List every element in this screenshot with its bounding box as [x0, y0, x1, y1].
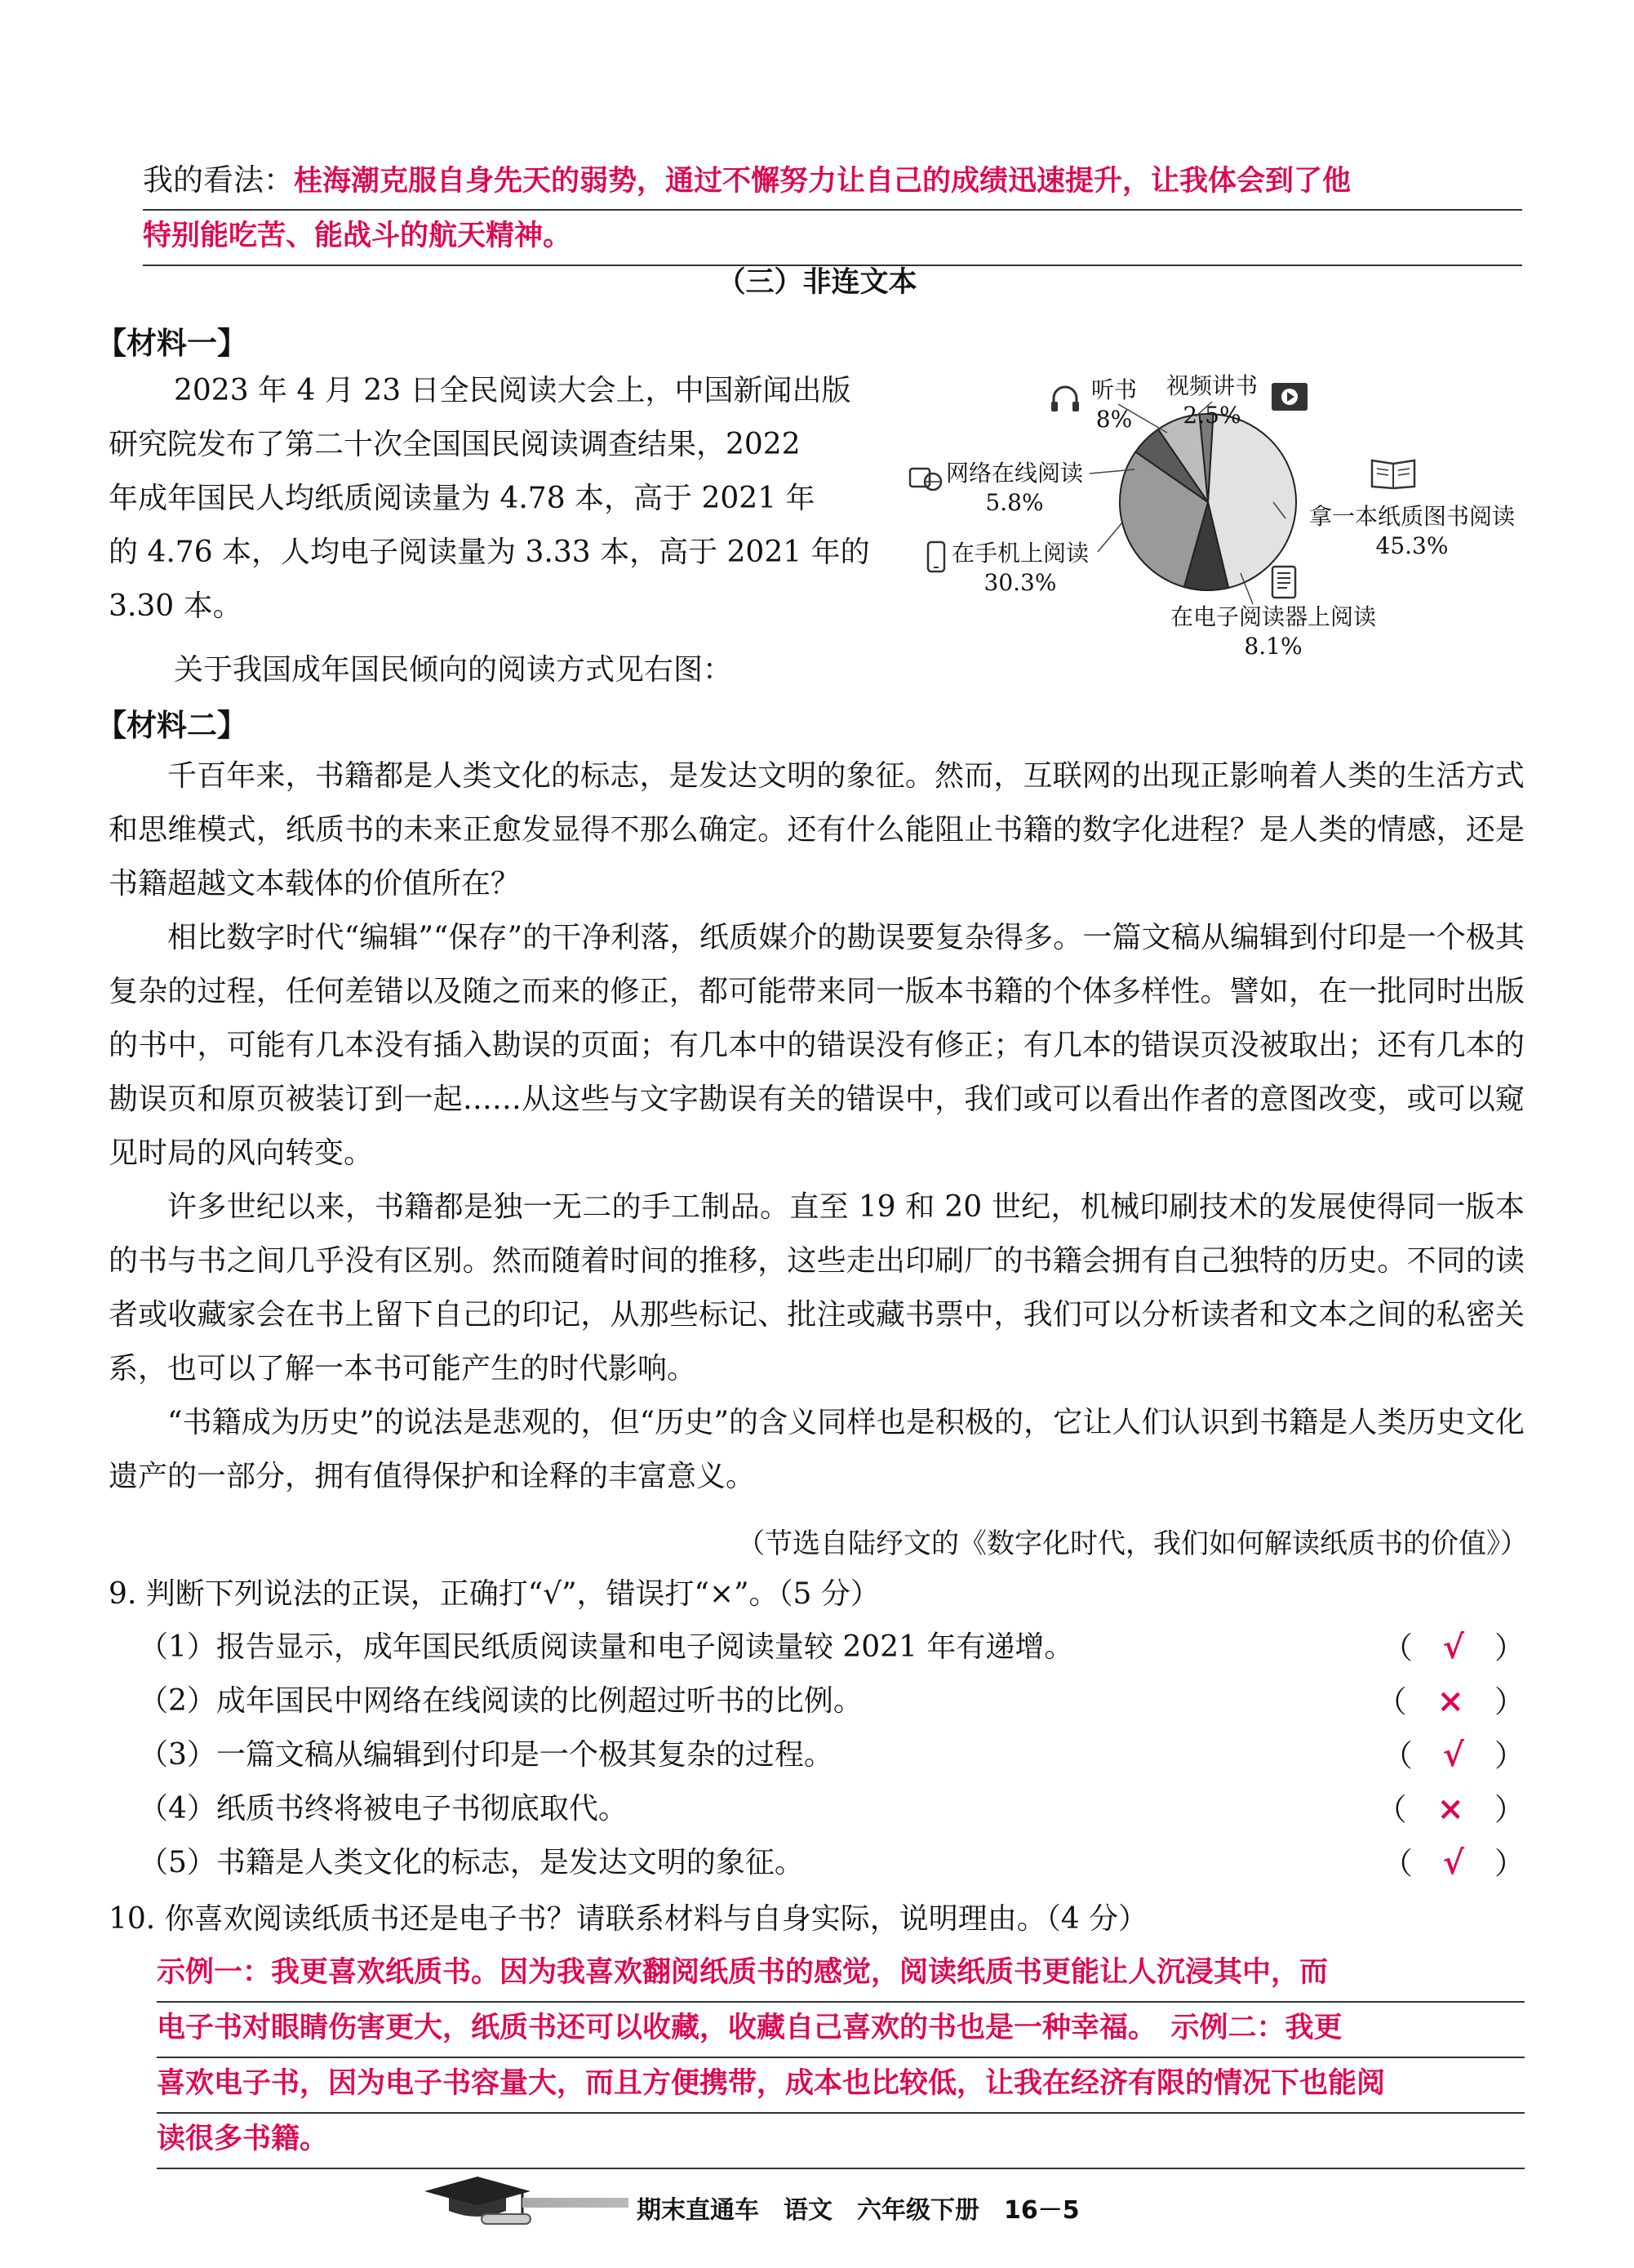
- material2-body: [109, 749, 1525, 1504]
- opinion-line-1: [143, 155, 1522, 211]
- q9-answer-bracket: （ √ ）: [1382, 1628, 1525, 1666]
- legend-pct: 8%: [1095, 406, 1133, 433]
- legend-label: 视频讲书: [1166, 372, 1258, 399]
- q10-answer-line: 读很多书籍。: [157, 2114, 1525, 2169]
- q9-item-text: （1）报告显示，成年国民纸质阅读量和电子阅读量较 2021 年有递增。: [139, 1630, 1074, 1664]
- material1-tag: 【材料一】: [96, 326, 247, 361]
- legend-video: [1151, 371, 1273, 430]
- opinion-answer-line-2: 特别能吃苦、能战斗的航天精神。: [143, 219, 572, 252]
- q9-stem: 9. 判断下列说法的正误，正确打“√”，错误打“×”。（5 分）: [109, 1577, 880, 1611]
- leader-line: [1098, 523, 1122, 552]
- legend-pct: 8.1%: [1244, 633, 1303, 660]
- material2-paragraph: 许多世纪以来，书籍都是独一无二的手工制品。直至 19 和 20 世纪，机械印刷技术的发展使得同一版本的书与书之间几乎没有区别。然而随着时间的推移，这些走出印刷厂的书籍会拥有自己独特的历史。不同的读者或收藏家会在书上留下自己的印记，从那些标记、批注或藏书票中，我们可以分析读者和文本之间的私密关系，也可以了解一本书可能产生的时代影响。: [109, 1190, 1525, 1385]
- opinion-label: 我的看法：: [143, 162, 294, 198]
- material2-paragraph: 千百年来，书籍都是人类文化的标志，是发达文明的象征。然而，互联网的出现正影响着人类的生活方式和思维模式，纸质书的未来正愈发显得不那么确定。还有什么能阻止书籍的数字化进程？是人类的情感，还是书籍超越文本载体的价值所在？: [109, 759, 1525, 901]
- material1-line: 研究院发布了第二十次全国国民阅读调查结果，2022: [109, 428, 801, 461]
- legend-pct: 45.3%: [1375, 532, 1449, 559]
- legend-paper: [1285, 502, 1539, 561]
- q9-item-text: （2）成年国民中网络在线阅读的比例超过听书的比例。: [139, 1684, 863, 1718]
- legend-pct: 30.3%: [984, 569, 1057, 596]
- material1-line: 的 4.76 本，人均电子阅读量为 3.33 本，高于 2021 年的: [109, 536, 870, 569]
- q9-answer-bracket: （ √ ）: [1382, 1843, 1525, 1882]
- material1-line: 年成年国民人均纸质阅读量为 4.78 本，高于 2021 年: [109, 482, 815, 515]
- video-play-icon: [1271, 382, 1308, 411]
- reading-methods-chart: [902, 359, 1539, 669]
- material1-text: [109, 364, 925, 634]
- q10-answer-line: 喜欢电子书，因为电子书容量大，而且方便携带，成本也比较低，让我在经济有限的情况下也能阅: [157, 2058, 1525, 2114]
- material2-paragraph: “书籍成为历史”的说法是悲观的，但“历史”的含义同样也是积极的，它让人们认识到书籍是人类历史文化遗产的一部分，拥有值得保护和诠释的丰富意义。: [109, 1406, 1525, 1493]
- q9-item-text: （3）一篇文稿从编辑到付印是一个极其复杂的过程。: [139, 1738, 833, 1772]
- q9-item: [139, 1621, 1525, 1674]
- q9-item: [139, 1782, 1525, 1836]
- check-mark: √: [1442, 1843, 1464, 1882]
- material2-tag: 【材料二】: [96, 708, 247, 743]
- legend-label: 拿一本纸质图书阅读: [1308, 503, 1515, 530]
- legend-listen: [1081, 376, 1147, 434]
- q10-stem: 10. 你喜欢阅读纸质书还是电子书？请联系材料与自身实际，说明理由。（4 分）: [109, 1902, 1148, 1936]
- legend-online: [941, 459, 1088, 518]
- legend-label: 听书: [1090, 376, 1137, 403]
- q10-answer-line: 电子书对眼睛伤害更大，纸质书还可以收藏，收藏自己喜欢的书也是一种幸福。 示例二：我更: [157, 2003, 1525, 2058]
- q10-answer: [157, 1947, 1525, 2169]
- graduation-cap-icon: [416, 2173, 539, 2230]
- check-mark: √: [1442, 1628, 1464, 1666]
- ereader-icon: [1271, 565, 1297, 599]
- legend-pct: 2.5%: [1183, 402, 1241, 429]
- q9-answer-bracket: （ × ）: [1376, 1682, 1525, 1720]
- q9-item: [139, 1836, 1525, 1890]
- material1-note: 关于我国成年国民倾向的阅读方式见右图：: [174, 653, 733, 687]
- footer-text: 期末直通车 语文 六年级下册 16－5: [628, 2190, 1088, 2226]
- cross-mark: ×: [1436, 1682, 1464, 1720]
- headphones-icon: [1049, 382, 1081, 415]
- q9-answer-bracket: （ √ ）: [1382, 1736, 1525, 1774]
- q9-item: [139, 1674, 1525, 1728]
- opinion-line-2: [143, 211, 1522, 266]
- q10-answer-line: 示例一：我更喜欢纸质书。因为我喜欢翻阅纸质书的感觉，阅读纸质书更能让人沉浸其中，而: [157, 1947, 1525, 2003]
- q9-item-text: （5）书籍是人类文化的标志，是发达文明的象征。: [139, 1846, 804, 1879]
- q9-item-text: （4）纸质书终将被电子书彻底取代。: [139, 1792, 628, 1826]
- check-mark: √: [1442, 1736, 1464, 1774]
- opinion-answer-line-1: 桂海潮克服自身先天的弱势，通过不懈努力让自己的成绩迅速提升，让我体会到了他: [294, 164, 1352, 198]
- legend-phone: [943, 539, 1098, 598]
- legend-label: 在手机上阅读: [951, 540, 1089, 567]
- online-reading-icon: [908, 465, 944, 493]
- legend-pct: 5.8%: [985, 489, 1044, 516]
- material2-paragraph: 相比数字时代“编辑”“保存”的干净利落，纸质媒介的勘误要复杂得多。一篇文稿从编辑到付印是一个极其复杂的过程，任何差错以及随之而来的修正，都可能带来同一版本书籍的个体多样性。譬如，在一批同时出版的书中，可能有几本没有插入勘误的页面；有几本中的错误没有修正；有几本的错误页没被取出；还有几本的勘误页和原页被装订到一起……从这些与文字勘误有关的错误中，我们或可以看出作者的意图改变，或可以窥见时局的风向转变。: [109, 921, 1525, 1170]
- section-title: （三）非连文本: [717, 266, 917, 299]
- legend-ereader: [1151, 603, 1396, 661]
- opinion-block: [143, 155, 1522, 266]
- q9-items: [139, 1621, 1525, 1898]
- footer: [408, 2172, 1224, 2237]
- material1-line: 3.30 本。: [109, 589, 242, 623]
- material2-source: （节选自陆纾文的《数字化时代，我们如何解读纸质书的价值》）: [737, 1528, 1528, 1560]
- material1-line: 2023 年 4 月 23 日全民阅读大会上，中国新闻出版: [174, 374, 851, 407]
- legend-label: 在电子阅读器上阅读: [1170, 603, 1376, 630]
- q9-item: [139, 1728, 1525, 1782]
- cross-mark: ×: [1436, 1790, 1464, 1828]
- legend-label: 网络在线阅读: [945, 460, 1083, 487]
- q9-answer-bracket: （ × ）: [1376, 1790, 1525, 1828]
- book-icon: [1369, 456, 1418, 490]
